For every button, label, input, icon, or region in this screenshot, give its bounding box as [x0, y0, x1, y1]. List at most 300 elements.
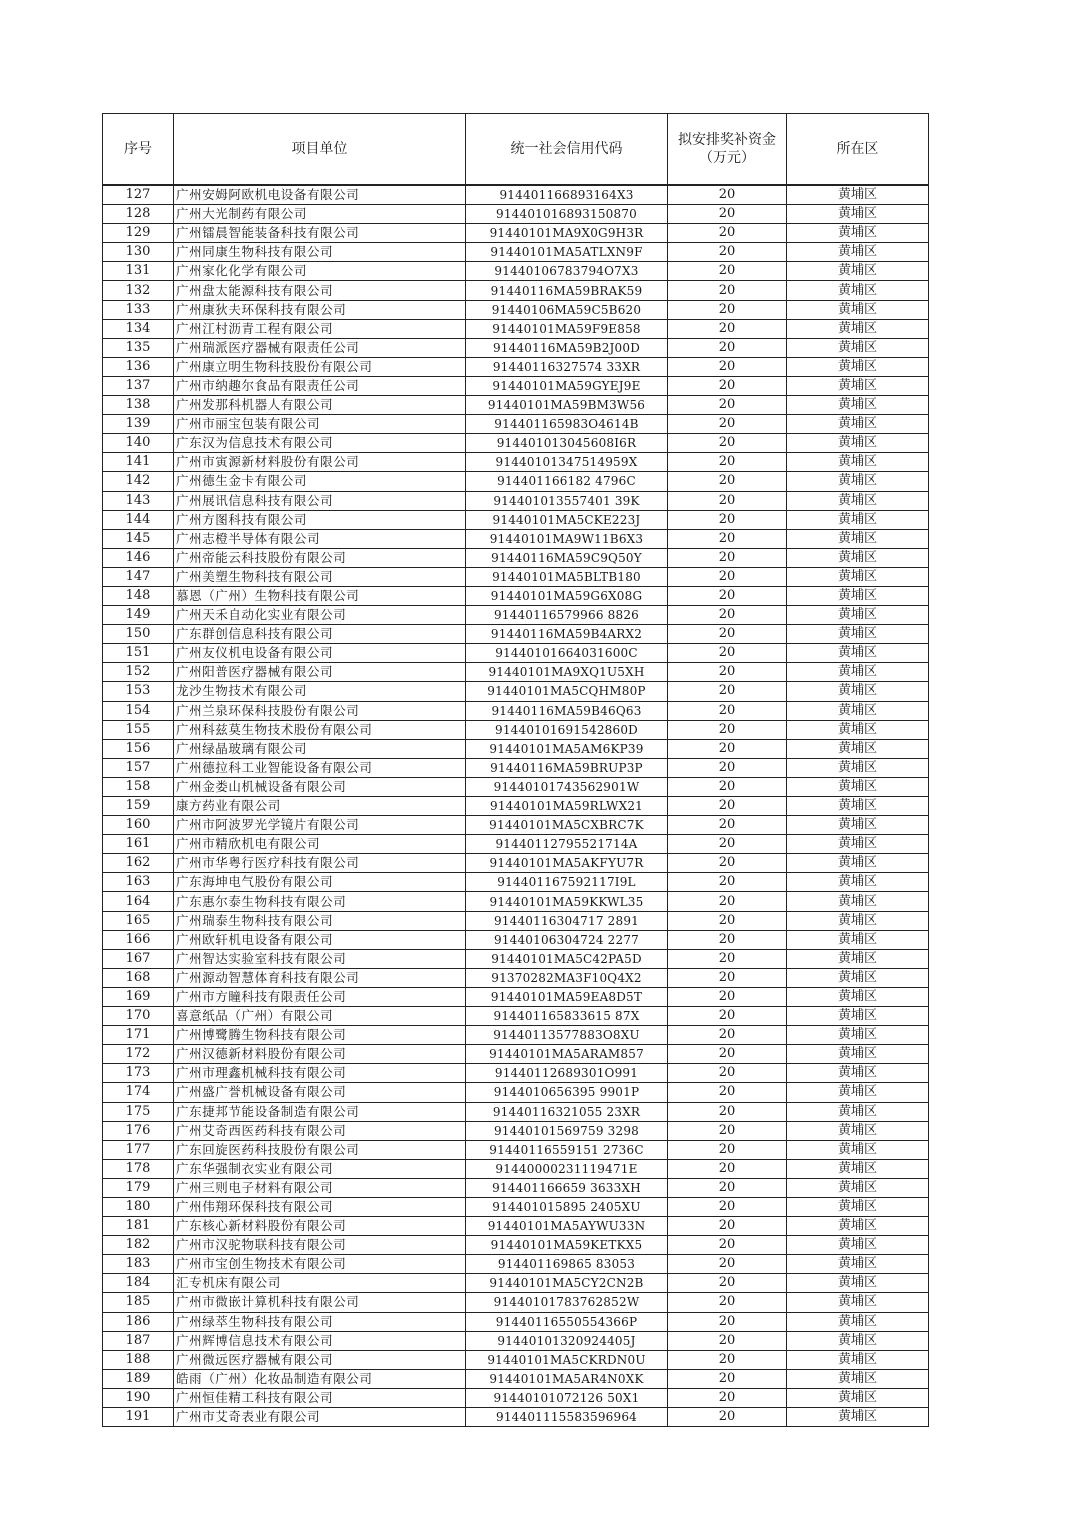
district: 黄埔区 — [787, 892, 929, 911]
credit-code: 91440101MA5BLTB180 — [466, 567, 668, 586]
subsidy-amount: 20 — [668, 968, 787, 987]
credit-code: 91440101MA59RLWX21 — [466, 797, 668, 816]
project-unit: 广州志橙半导体有限公司 — [174, 529, 466, 548]
header-credit-code: 统一社会信用代码 — [466, 114, 668, 186]
table-row — [103, 1026, 929, 1045]
table-row — [103, 491, 929, 510]
table-row — [103, 1408, 929, 1427]
row-number: 175 — [103, 1102, 174, 1121]
row-number: 165 — [103, 911, 174, 930]
subsidy-amount: 20 — [668, 663, 787, 682]
row-number: 144 — [103, 510, 174, 529]
table-row — [103, 720, 929, 739]
row-number: 137 — [103, 376, 174, 395]
row-number: 130 — [103, 243, 174, 262]
subsidy-amount: 20 — [668, 644, 787, 663]
district: 黄埔区 — [787, 1312, 929, 1331]
district: 黄埔区 — [787, 1388, 929, 1407]
district: 黄埔区 — [787, 1178, 929, 1197]
project-unit: 广东回旋医药科技股份有限公司 — [174, 1140, 466, 1159]
credit-code: 914401166659 3633XH — [466, 1178, 668, 1197]
district: 黄埔区 — [787, 797, 929, 816]
row-number: 139 — [103, 415, 174, 434]
project-unit: 广州兰泉环保科技股份有限公司 — [174, 701, 466, 720]
table-row — [103, 1369, 929, 1388]
district: 黄埔区 — [787, 529, 929, 548]
credit-code: 91440106304724 2277 — [466, 930, 668, 949]
district: 黄埔区 — [787, 1045, 929, 1064]
subsidy-amount: 20 — [668, 567, 787, 586]
district: 黄埔区 — [787, 682, 929, 701]
header-unit: 项目单位 — [174, 114, 466, 186]
credit-code: 914401167592117I9L — [466, 873, 668, 892]
credit-code: 91440000231119471E — [466, 1159, 668, 1178]
table-row — [103, 185, 929, 205]
project-unit: 广州汉德新材料股份有限公司 — [174, 1045, 466, 1064]
table-row — [103, 797, 929, 816]
district: 黄埔区 — [787, 1083, 929, 1102]
credit-code: 914401166182 4796C — [466, 472, 668, 491]
project-unit: 广东捷邦节能设备制造有限公司 — [174, 1102, 466, 1121]
district: 黄埔区 — [787, 816, 929, 835]
row-number: 172 — [103, 1045, 174, 1064]
subsidy-amount: 20 — [668, 835, 787, 854]
table-row — [103, 1197, 929, 1216]
table-row — [103, 1083, 929, 1102]
table-row — [103, 1274, 929, 1293]
credit-code: 91440101MA59G6X08G — [466, 586, 668, 605]
table-row — [103, 376, 929, 395]
row-number: 154 — [103, 701, 174, 720]
district: 黄埔区 — [787, 224, 929, 243]
row-number: 177 — [103, 1140, 174, 1159]
district: 黄埔区 — [787, 453, 929, 472]
district: 黄埔区 — [787, 434, 929, 453]
credit-code: 91440101MA5ATLXN9F — [466, 243, 668, 262]
row-number: 155 — [103, 720, 174, 739]
table-row — [103, 1255, 929, 1274]
row-number: 150 — [103, 625, 174, 644]
project-unit: 广州同康生物科技有限公司 — [174, 243, 466, 262]
project-unit: 广州科兹莫生物技术股份有限公司 — [174, 720, 466, 739]
credit-code: 91440101MA5AYWU33N — [466, 1217, 668, 1236]
credit-code: 91440116579966 8826 — [466, 606, 668, 625]
project-unit: 广州市精欣机电有限公司 — [174, 835, 466, 854]
table-row — [103, 777, 929, 796]
subsidy-amount: 20 — [668, 625, 787, 644]
district: 黄埔区 — [787, 987, 929, 1006]
subsidy-amount: 20 — [668, 1045, 787, 1064]
project-unit: 广州市华粤行医疗科技有限公司 — [174, 854, 466, 873]
project-unit: 广州发那科机器人有限公司 — [174, 396, 466, 415]
row-number: 163 — [103, 873, 174, 892]
header-district: 所在区 — [787, 114, 929, 186]
project-unit: 广州方图科技有限公司 — [174, 510, 466, 529]
credit-code: 91440101MA59F9E858 — [466, 319, 668, 338]
district: 黄埔区 — [787, 1026, 929, 1045]
table-row — [103, 548, 929, 567]
credit-code: 91440101MA5CXBRC7K — [466, 816, 668, 835]
table-row — [103, 1064, 929, 1083]
credit-code: 91440116304717 2891 — [466, 911, 668, 930]
row-number: 129 — [103, 224, 174, 243]
district: 黄埔区 — [787, 930, 929, 949]
credit-code: 91440101MA5AM6KP39 — [466, 739, 668, 758]
credit-code: 91440101320924405J — [466, 1331, 668, 1350]
subsidy-amount: 20 — [668, 1197, 787, 1216]
subsidy-amount: 20 — [668, 243, 787, 262]
district: 黄埔区 — [787, 1102, 929, 1121]
subsidy-amount: 20 — [668, 262, 787, 281]
project-unit: 广东惠尔泰生物科技有限公司 — [174, 892, 466, 911]
subsidy-amount: 20 — [668, 892, 787, 911]
table-row — [103, 1217, 929, 1236]
row-number: 145 — [103, 529, 174, 548]
row-number: 174 — [103, 1083, 174, 1102]
row-number: 161 — [103, 835, 174, 854]
project-unit: 龙沙生物技术有限公司 — [174, 682, 466, 701]
table-row — [103, 1293, 929, 1312]
project-unit: 慕恩（广州）生物科技有限公司 — [174, 586, 466, 605]
credit-code: 91440101783762852W — [466, 1293, 668, 1312]
district: 黄埔区 — [787, 739, 929, 758]
district: 黄埔区 — [787, 300, 929, 319]
row-number: 167 — [103, 949, 174, 968]
row-number: 171 — [103, 1026, 174, 1045]
subsidy-amount: 20 — [668, 1236, 787, 1255]
credit-code: 91440116327574 33XR — [466, 357, 668, 376]
row-number: 186 — [103, 1312, 174, 1331]
credit-code: 91440116MA59B46Q63 — [466, 701, 668, 720]
header-amount — [668, 114, 787, 186]
project-unit: 广州德生金卡有限公司 — [174, 472, 466, 491]
project-unit: 广州市汉驼物联科技有限公司 — [174, 1236, 466, 1255]
row-number: 180 — [103, 1197, 174, 1216]
subsidy-amount: 20 — [668, 510, 787, 529]
district: 黄埔区 — [787, 758, 929, 777]
table-row — [103, 663, 929, 682]
credit-code: 91440101MA5AKFYU7R — [466, 854, 668, 873]
subsidy-amount: 20 — [668, 1102, 787, 1121]
district: 黄埔区 — [787, 1159, 929, 1178]
district: 黄埔区 — [787, 376, 929, 395]
row-number: 168 — [103, 968, 174, 987]
subsidy-amount: 20 — [668, 185, 787, 205]
project-unit: 广东群创信息科技有限公司 — [174, 625, 466, 644]
subsidy-amount: 20 — [668, 1064, 787, 1083]
district: 黄埔区 — [787, 586, 929, 605]
project-unit: 广州辉博信息技术有限公司 — [174, 1331, 466, 1350]
row-number: 158 — [103, 777, 174, 796]
table-row — [103, 300, 929, 319]
row-number: 188 — [103, 1350, 174, 1369]
table-row — [103, 529, 929, 548]
district: 黄埔区 — [787, 1064, 929, 1083]
subsidy-amount: 20 — [668, 701, 787, 720]
row-number: 146 — [103, 548, 174, 567]
subsidy-amount: 20 — [668, 854, 787, 873]
district: 黄埔区 — [787, 1331, 929, 1350]
row-number: 178 — [103, 1159, 174, 1178]
project-unit: 广州欧轩机电设备有限公司 — [174, 930, 466, 949]
row-number: 140 — [103, 434, 174, 453]
subsidy-amount: 20 — [668, 739, 787, 758]
project-unit: 皓雨（广州）化妆品制造有限公司 — [174, 1369, 466, 1388]
credit-code: 91440106MA59C5B620 — [466, 300, 668, 319]
district: 黄埔区 — [787, 720, 929, 739]
project-unit: 广州市理鑫机械科技有限公司 — [174, 1064, 466, 1083]
row-number: 149 — [103, 606, 174, 625]
district: 黄埔区 — [787, 701, 929, 720]
subsidy-amount: 20 — [668, 1369, 787, 1388]
credit-code: 91440101MA5CQHM80P — [466, 682, 668, 701]
district: 黄埔区 — [787, 281, 929, 300]
district: 黄埔区 — [787, 854, 929, 873]
table-row — [103, 1350, 929, 1369]
credit-code: 91440101MA59KETKX5 — [466, 1236, 668, 1255]
subsidy-amount: 20 — [668, 1331, 787, 1350]
header-no: 序号 — [103, 114, 174, 186]
credit-code: 91440101MA9X0G9H3R — [466, 224, 668, 243]
row-number: 170 — [103, 1007, 174, 1026]
row-number: 191 — [103, 1408, 174, 1427]
project-unit: 广东汉为信息技术有限公司 — [174, 434, 466, 453]
project-unit: 广州三则电子材料有限公司 — [174, 1178, 466, 1197]
district: 黄埔区 — [787, 567, 929, 586]
district: 黄埔区 — [787, 625, 929, 644]
credit-code: 914401165833615 87X — [466, 1007, 668, 1026]
row-number: 143 — [103, 491, 174, 510]
subsidy-amount: 20 — [668, 873, 787, 892]
table-row — [103, 1102, 929, 1121]
row-number: 134 — [103, 319, 174, 338]
row-number: 176 — [103, 1121, 174, 1140]
table-row — [103, 319, 929, 338]
credit-code: 91440112795521714A — [466, 835, 668, 854]
project-unit: 广州镭晨智能装备科技有限公司 — [174, 224, 466, 243]
subsidy-amount: 20 — [668, 586, 787, 605]
project-unit: 广州市宝创生物技术有限公司 — [174, 1255, 466, 1274]
table-row — [103, 1121, 929, 1140]
row-number: 169 — [103, 987, 174, 1006]
row-number: 148 — [103, 586, 174, 605]
row-number: 190 — [103, 1388, 174, 1407]
table-row — [103, 224, 929, 243]
table-row — [103, 1331, 929, 1350]
subsidy-amount: 20 — [668, 949, 787, 968]
subsidy-amount: 20 — [668, 376, 787, 395]
project-unit: 广州博鹭腾生物科技有限公司 — [174, 1026, 466, 1045]
subsidy-amount: 20 — [668, 930, 787, 949]
table-row — [103, 396, 929, 415]
district: 黄埔区 — [787, 357, 929, 376]
credit-code: 91440106783794O7X3 — [466, 262, 668, 281]
project-unit: 广州家化化学有限公司 — [174, 262, 466, 281]
project-unit: 广州美塑生物科技有限公司 — [174, 567, 466, 586]
district: 黄埔区 — [787, 1236, 929, 1255]
subsidy-amount: 20 — [668, 1350, 787, 1369]
row-number: 138 — [103, 396, 174, 415]
credit-code: 91440101MA5AR4N0XK — [466, 1369, 668, 1388]
row-number: 135 — [103, 338, 174, 357]
subsidy-amount: 20 — [668, 1388, 787, 1407]
credit-code: 91440101MA59BM3W56 — [466, 396, 668, 415]
credit-code: 914401013045608I6R — [466, 434, 668, 453]
subsidy-amount: 20 — [668, 453, 787, 472]
table-row — [103, 625, 929, 644]
district: 黄埔区 — [787, 491, 929, 510]
project-unit: 广州瑞派医疗器械有限责任公司 — [174, 338, 466, 357]
subsidy-amount: 20 — [668, 720, 787, 739]
district: 黄埔区 — [787, 1217, 929, 1236]
project-unit: 广东海坤电气股份有限公司 — [174, 873, 466, 892]
table-row — [103, 758, 929, 777]
subsidy-amount: 20 — [668, 1178, 787, 1197]
table-row — [103, 606, 929, 625]
subsidy-amount: 20 — [668, 357, 787, 376]
table-row — [103, 816, 929, 835]
district: 黄埔区 — [787, 1007, 929, 1026]
project-unit: 广州大光制药有限公司 — [174, 205, 466, 224]
row-number: 133 — [103, 300, 174, 319]
table-row — [103, 1045, 929, 1064]
table-row — [103, 1236, 929, 1255]
table-row — [103, 472, 929, 491]
project-unit: 广州金娄山机械设备有限公司 — [174, 777, 466, 796]
project-unit: 广州安姆阿欧机电设备有限公司 — [174, 185, 466, 205]
table-row — [103, 434, 929, 453]
subsidy-amount: 20 — [668, 338, 787, 357]
credit-code: 914401013557401 39K — [466, 491, 668, 510]
project-unit: 广东华强制衣实业有限公司 — [174, 1159, 466, 1178]
subsidy-amount: 20 — [668, 1255, 787, 1274]
row-number: 136 — [103, 357, 174, 376]
row-number: 184 — [103, 1274, 174, 1293]
project-unit: 广州智达实验室科技有限公司 — [174, 949, 466, 968]
table-row — [103, 586, 929, 605]
subsidy-amount: 20 — [668, 281, 787, 300]
subsidy-amount: 20 — [668, 205, 787, 224]
row-number: 147 — [103, 567, 174, 586]
district: 黄埔区 — [787, 243, 929, 262]
subsidy-amount: 20 — [668, 797, 787, 816]
credit-code: 91440116MA59C9Q50Y — [466, 548, 668, 567]
project-unit: 广州市寅源新材料股份有限公司 — [174, 453, 466, 472]
row-number: 131 — [103, 262, 174, 281]
table-row — [103, 262, 929, 281]
project-unit: 广州微远医疗器械有限公司 — [174, 1350, 466, 1369]
table-header — [103, 114, 929, 186]
district: 黄埔区 — [787, 396, 929, 415]
project-unit: 广州友仪机电设备有限公司 — [174, 644, 466, 663]
row-number: 156 — [103, 739, 174, 758]
subsidy-amount: 20 — [668, 682, 787, 701]
subsidy-amount: 20 — [668, 1159, 787, 1178]
credit-code: 91440101347514959X — [466, 453, 668, 472]
row-number: 185 — [103, 1293, 174, 1312]
project-unit: 广州市丽宝包装有限公司 — [174, 415, 466, 434]
table-row — [103, 1312, 929, 1331]
district: 黄埔区 — [787, 338, 929, 357]
subsidy-amount: 20 — [668, 606, 787, 625]
subsidy-amount: 20 — [668, 1007, 787, 1026]
table-row — [103, 415, 929, 434]
row-number: 127 — [103, 185, 174, 205]
table-row — [103, 357, 929, 376]
credit-code: 9144010656395 9901P — [466, 1083, 668, 1102]
district: 黄埔区 — [787, 1293, 929, 1312]
row-number: 187 — [103, 1331, 174, 1350]
district: 黄埔区 — [787, 415, 929, 434]
table-row — [103, 739, 929, 758]
district: 黄埔区 — [787, 1197, 929, 1216]
table-row — [103, 911, 929, 930]
row-number: 132 — [103, 281, 174, 300]
table-row — [103, 205, 929, 224]
credit-code: 91440101MA5C42PA5D — [466, 949, 668, 968]
credit-code: 914401015895 2405XU — [466, 1197, 668, 1216]
row-number: 160 — [103, 816, 174, 835]
table-row — [103, 1178, 929, 1197]
row-number: 159 — [103, 797, 174, 816]
credit-code: 91440113577883O8XU — [466, 1026, 668, 1045]
table-row — [103, 243, 929, 262]
subsidy-amount: 20 — [668, 987, 787, 1006]
row-number: 183 — [103, 1255, 174, 1274]
district: 黄埔区 — [787, 319, 929, 338]
credit-code: 91440101072126 50X1 — [466, 1388, 668, 1407]
project-unit: 广州绿晶玻璃有限公司 — [174, 739, 466, 758]
project-unit: 广东核心新材料股份有限公司 — [174, 1217, 466, 1236]
table-body — [103, 185, 929, 1427]
project-unit: 广州盘太能源科技有限公司 — [174, 281, 466, 300]
project-unit: 广州源动智慧体育科技有限公司 — [174, 968, 466, 987]
credit-code: 91440116MA59BRUP3P — [466, 758, 668, 777]
subsidy-amount: 20 — [668, 1140, 787, 1159]
row-number: 152 — [103, 663, 174, 682]
credit-code: 91370282MA3F10Q4X2 — [466, 968, 668, 987]
project-unit: 广州展讯信息科技有限公司 — [174, 491, 466, 510]
subsidy-amount: 20 — [668, 1217, 787, 1236]
project-unit: 广州天禾自动化实业有限公司 — [174, 606, 466, 625]
row-number: 153 — [103, 682, 174, 701]
header-amount-line2: （万元） — [699, 150, 755, 166]
project-unit: 广州盛广誉机械设备有限公司 — [174, 1083, 466, 1102]
table-row — [103, 1388, 929, 1407]
subsidy-amount: 20 — [668, 434, 787, 453]
project-unit: 广州瑞泰生物科技有限公司 — [174, 911, 466, 930]
district: 黄埔区 — [787, 968, 929, 987]
district: 黄埔区 — [787, 949, 929, 968]
subsidy-amount: 20 — [668, 911, 787, 930]
table-row — [103, 987, 929, 1006]
credit-code: 91440101664031600C — [466, 644, 668, 663]
credit-code: 914401115583596964 — [466, 1408, 668, 1427]
table-row — [103, 701, 929, 720]
credit-code: 91440116MA59BRAK59 — [466, 281, 668, 300]
project-unit: 喜意纸品（广州）有限公司 — [174, 1007, 466, 1026]
district: 黄埔区 — [787, 472, 929, 491]
project-unit: 广州市阿波罗光学镜片有限公司 — [174, 816, 466, 835]
project-unit: 广州艾奇西医药科技有限公司 — [174, 1121, 466, 1140]
subsidy-amount: 20 — [668, 1408, 787, 1427]
credit-code: 91440101MA5CY2CN2B — [466, 1274, 668, 1293]
credit-code: 91440101MA5CKRDN0U — [466, 1350, 668, 1369]
table-row — [103, 1159, 929, 1178]
row-number: 151 — [103, 644, 174, 663]
project-unit: 广州市艾奇表业有限公司 — [174, 1408, 466, 1427]
subsidy-amount: 20 — [668, 300, 787, 319]
